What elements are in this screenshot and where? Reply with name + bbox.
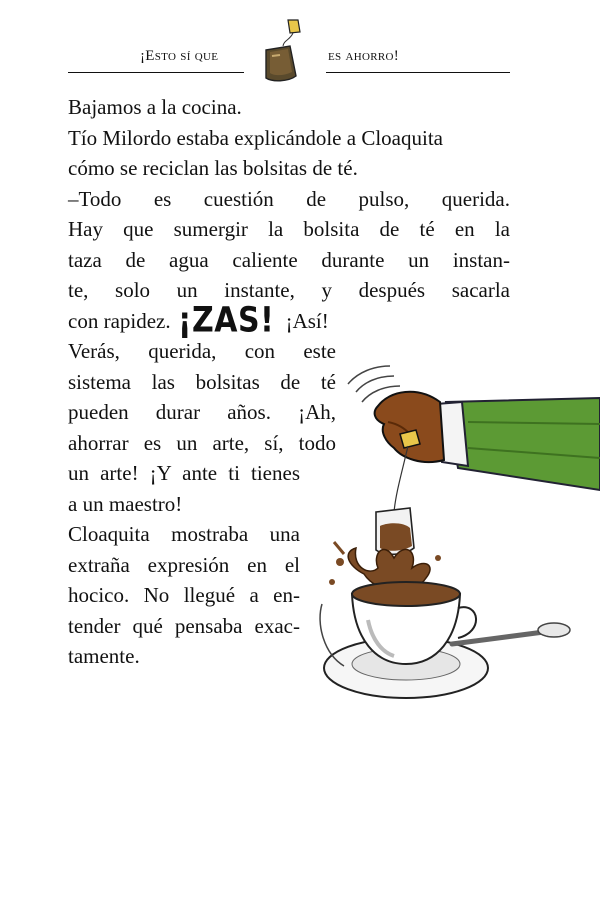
header-title-right: es ahorro! — [328, 48, 400, 64]
paragraph-line: extraña expresión en el — [68, 552, 300, 577]
teabag-icon — [250, 16, 320, 86]
paragraph-line: Hay que sumergir la bolsita de té en la — [68, 217, 510, 241]
header-rule-left — [68, 72, 244, 73]
paragraph-line: sistema las bolsitas de té — [68, 369, 336, 394]
header-rule-right — [326, 72, 510, 73]
paragraph-line — [68, 299, 510, 341]
paragraph-line: tender qué pensaba exac- — [68, 613, 300, 638]
paragraph-line: taza de agua caliente durante un instan- — [68, 247, 510, 272]
paragraph-line: te, solo un instante, y después sacarla — [68, 278, 510, 302]
hand-dunking-teabag-in-cup — [318, 362, 600, 708]
paragraph-line: Cloaquita mostraba una — [68, 522, 300, 546]
paragraph-line: –Todo es cuestión de pulso, querida. — [68, 186, 510, 211]
paragraph-line: hocico. No llegué a en- — [68, 583, 300, 607]
text-fragment: con rapidez. — [68, 308, 171, 333]
paragraph-line: ahorrar es un arte, sí, todo — [68, 430, 336, 455]
paragraph-line: cómo se reciclan las bolsitas de té. — [68, 156, 358, 180]
page-header — [0, 0, 600, 90]
paragraph-line: Bajamos a la cocina. — [68, 95, 242, 119]
zas-onomatopoeia: ¡ZAS! — [177, 299, 275, 341]
header-title-left: ¡Esto sí que — [140, 48, 219, 64]
paragraph-line: un arte! ¡Y ante ti tienes — [68, 461, 300, 485]
paragraph-line: Tío Milordo estaba explicándole a Cloaquita — [68, 125, 443, 150]
paragraph-line: a un maestro! — [68, 491, 183, 516]
paragraph-line: pueden durar años. ¡Ah, — [68, 400, 336, 424]
text-fragment: ¡Así! — [285, 308, 329, 333]
paragraph-line: tamente. — [68, 644, 140, 668]
paragraph-line: Verás, querida, con este — [68, 339, 336, 363]
